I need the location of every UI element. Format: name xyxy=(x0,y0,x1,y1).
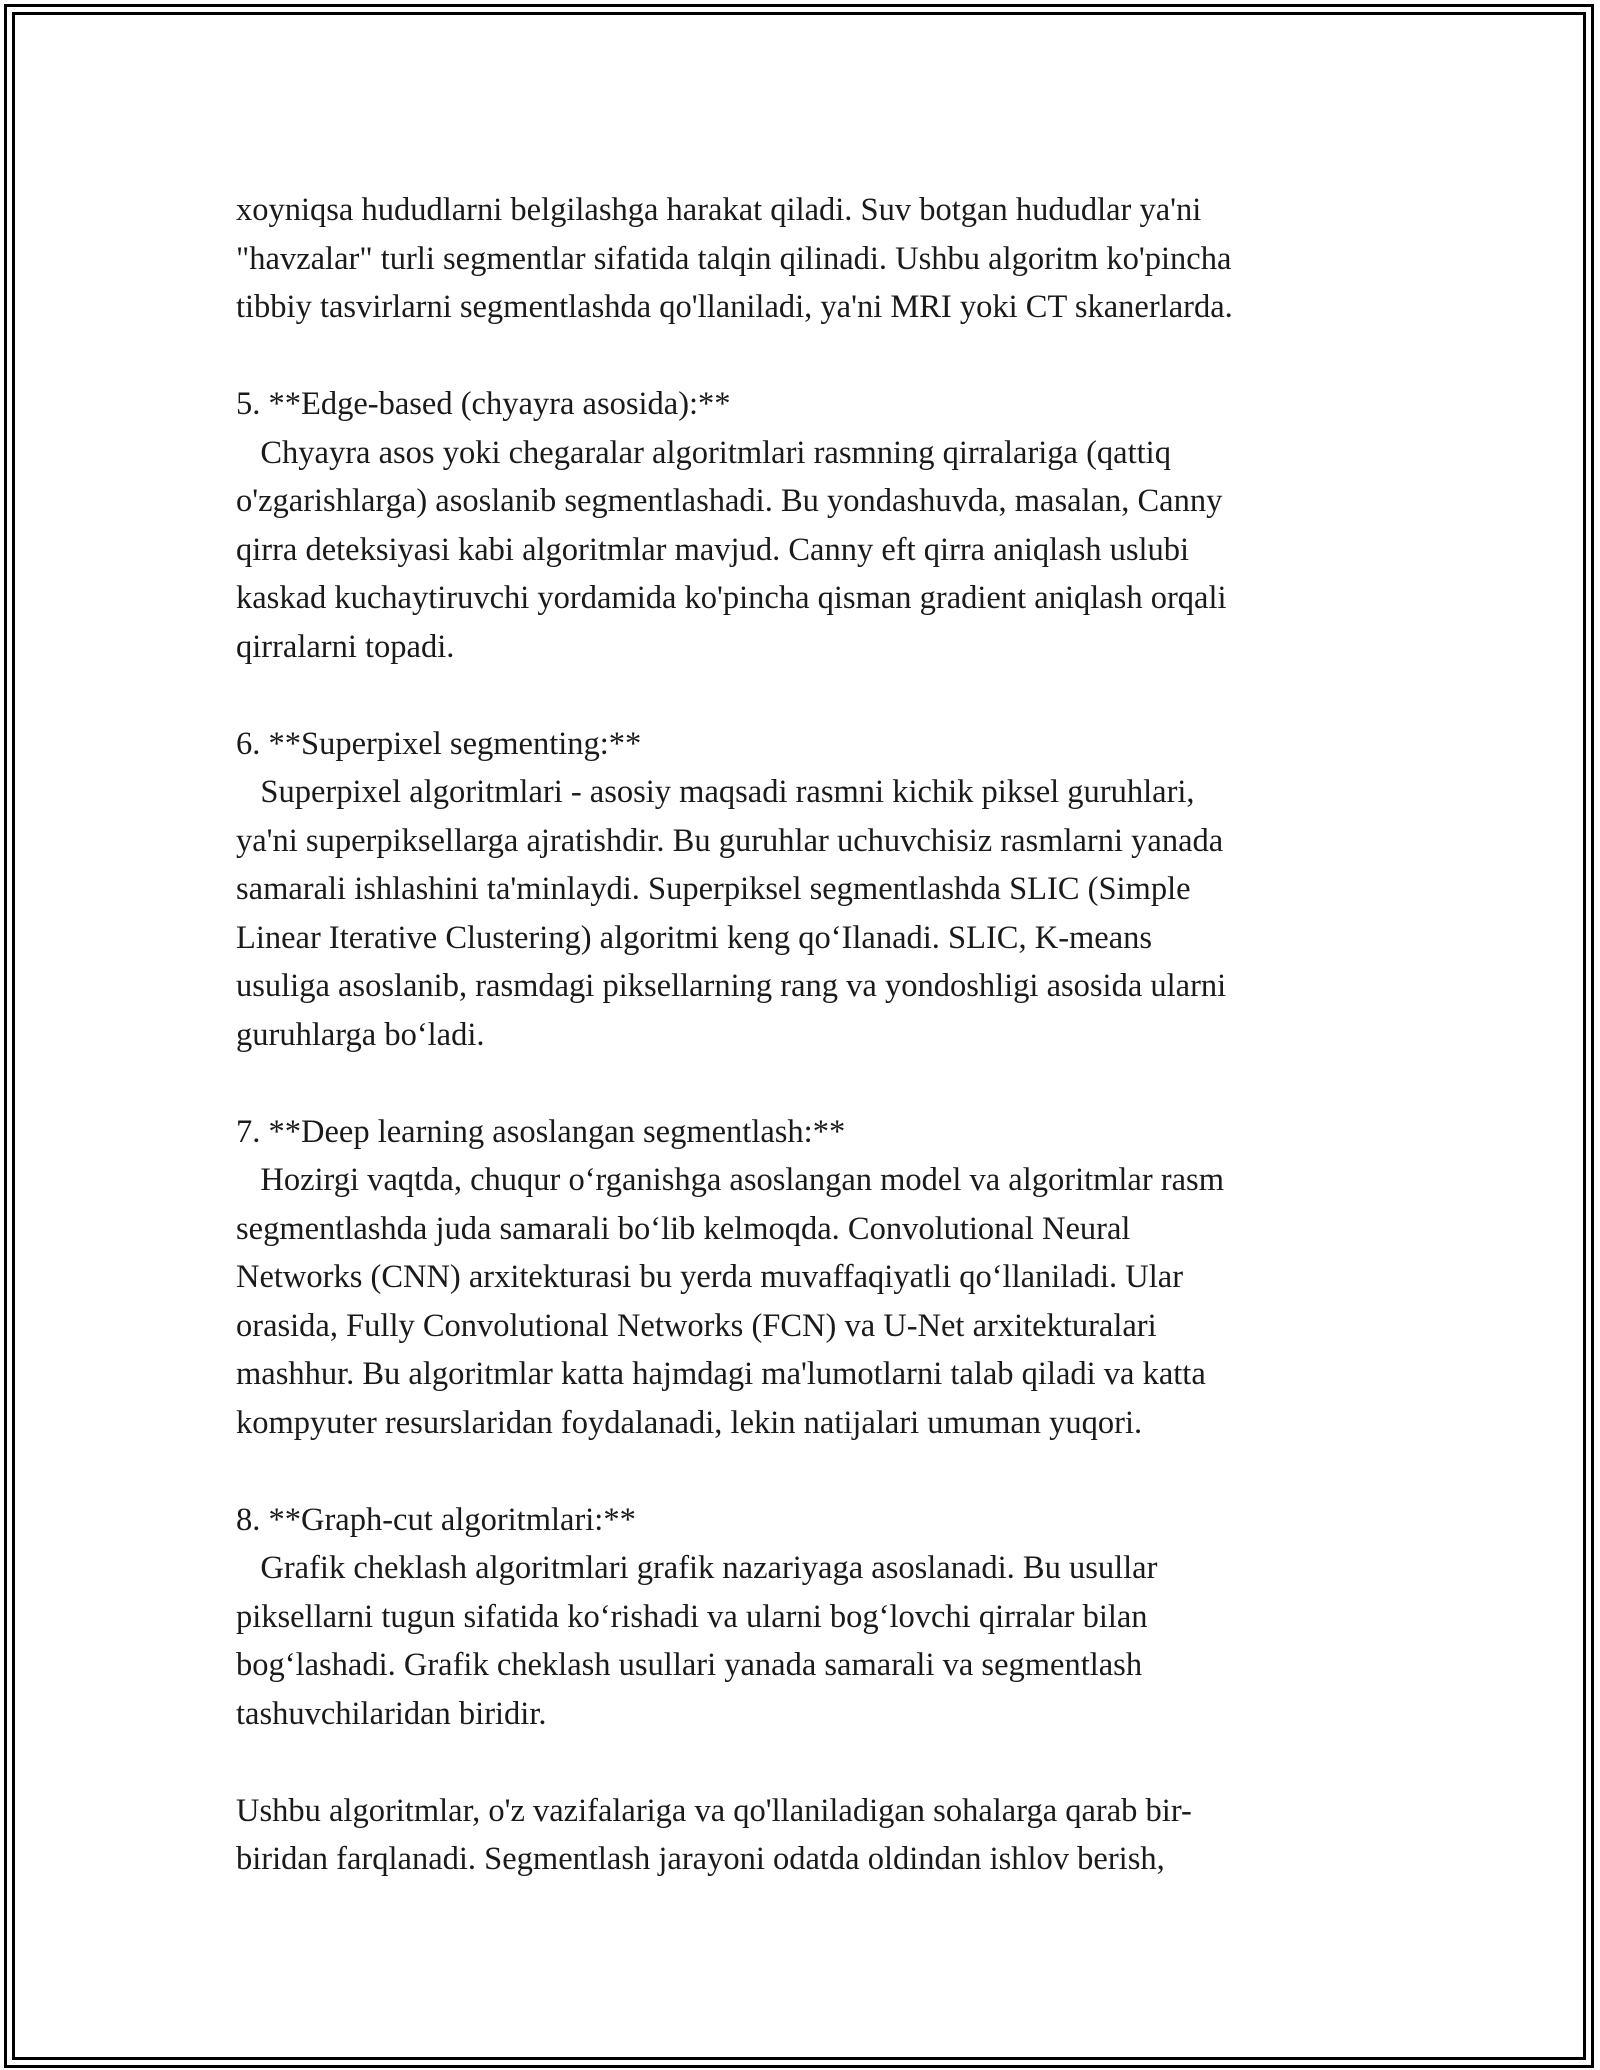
text-line: qirra deteksiyasi kabi algoritmlar mavjud. Canny eft qirra aniqlash uslubi xyxy=(236,531,1190,568)
text-line: Grafik cheklash algoritmlari grafik nazariyaga asoslanadi. Bu usullar xyxy=(236,1550,1158,1586)
paragraph-gap xyxy=(236,1447,1376,1496)
text-line: Networks (CNN) arxitekturasi bu yerda muvaffaqiyatli qo‘llaniladi. Ular xyxy=(236,1259,1184,1295)
text-line: o'zgarishlarga) asoslanib segmentlashadi. Bu yondashuvda, masalan, Canny xyxy=(236,483,1223,519)
text-line: segmentlashda juda samarali bo‘lib kelmoqda. Convolutional Neural xyxy=(236,1210,1131,1247)
paragraph-gap xyxy=(236,671,1376,720)
text-line: orasida, Fully Convolutional Networks (FCN) va U-Net arxitekturalari xyxy=(236,1307,1157,1344)
section-heading: 6. **Superpixel segmenting:** xyxy=(236,725,642,762)
section-heading: 7. **Deep learning asoslangan segmentlash:** xyxy=(236,1113,846,1150)
text-line: usuliga asoslanib, rasmdagi piksellarning rang va yondoshligi asosida ularni xyxy=(236,968,1227,1004)
text-line: mashhur. Bu algoritmlar katta hajmdagi ma'lumotlarni talab qiladi va katta xyxy=(236,1356,1206,1392)
paragraph-conclusion xyxy=(236,1787,1376,1884)
text-line: "havzalar" turli segmentlar sifatida talqin qilinadi. Ushbu algoritm ko'pincha xyxy=(236,240,1232,277)
paragraph-gap xyxy=(236,1059,1376,1108)
text-line: Superpixel algoritmlari - asosiy maqsadi rasmni kichik piksel guruhlari, xyxy=(236,774,1195,810)
text-line: kaskad kuchaytiruvchi yordamida ko'pincha qisman gradient aniqlash orqali xyxy=(236,580,1227,616)
text-line: samarali ishlashini ta'minlaydi. Superpiksel segmentlashda SLIC (Simple xyxy=(236,871,1191,907)
text-line: Ushbu algoritmlar, o'z vazifalariga va qo'llaniladigan sohalarga qarab bir- xyxy=(236,1792,1192,1829)
section-graph-cut xyxy=(236,1496,1376,1739)
text-line: Hozirgi vaqtda, chuqur o‘rganishga asoslangan model va algoritmlar rasm xyxy=(236,1162,1224,1198)
text-line: tashuvchilaridan biridir. xyxy=(236,1695,547,1732)
paragraph-gap xyxy=(236,1738,1376,1787)
section-heading: 8. **Graph-cut algoritmlari:** xyxy=(236,1501,636,1538)
paragraph-gap xyxy=(236,332,1376,381)
text-line: tibbiy tasvirlarni segmentlashda qo'llaniladi, ya'ni MRI yoki CT skanerlarda. xyxy=(236,289,1233,325)
document-body xyxy=(236,186,1376,1884)
text-line: guruhlarga bo‘ladi. xyxy=(236,1016,485,1053)
text-line: qirralarni topadi. xyxy=(236,628,455,665)
text-line: Chyayra asos yoki chegaralar algoritmlari rasmning qirralariga (qattiq xyxy=(236,434,1171,471)
text-line: ya'ni superpiksellarga ajratishdir. Bu guruhlar uchuvchisiz rasmlarni yanada xyxy=(236,822,1224,859)
text-line: Linear Iterative Clustering) algoritmi keng qo‘Ilanadi. SLIC, K-means xyxy=(236,919,1153,956)
paragraph-watershed-continuation xyxy=(236,186,1376,332)
text-line: biridan farqlanadi. Segmentlash jarayoni odatda oldindan ishlov berish, xyxy=(236,1841,1165,1877)
text-line: kompyuter resurslaridan foydalanadi, lekin natijalari umuman yuqori. xyxy=(236,1404,1143,1441)
section-deep-learning xyxy=(236,1108,1376,1448)
section-superpixel xyxy=(236,720,1376,1060)
text-line: xoyniqsa hududlarni belgilashga harakat qiladi. Suv botgan hududlar ya'ni xyxy=(236,192,1202,228)
section-edge-based xyxy=(236,380,1376,671)
section-heading: 5. **Edge-based (chyayra asosida):** xyxy=(236,386,731,422)
text-line: piksellarni tugun sifatida ko‘rishadi va ularni bog‘lovchi qirralar bilan xyxy=(236,1598,1148,1635)
text-line: bog‘lashadi. Grafik cheklash usullari yanada samarali va segmentlash xyxy=(236,1647,1143,1683)
